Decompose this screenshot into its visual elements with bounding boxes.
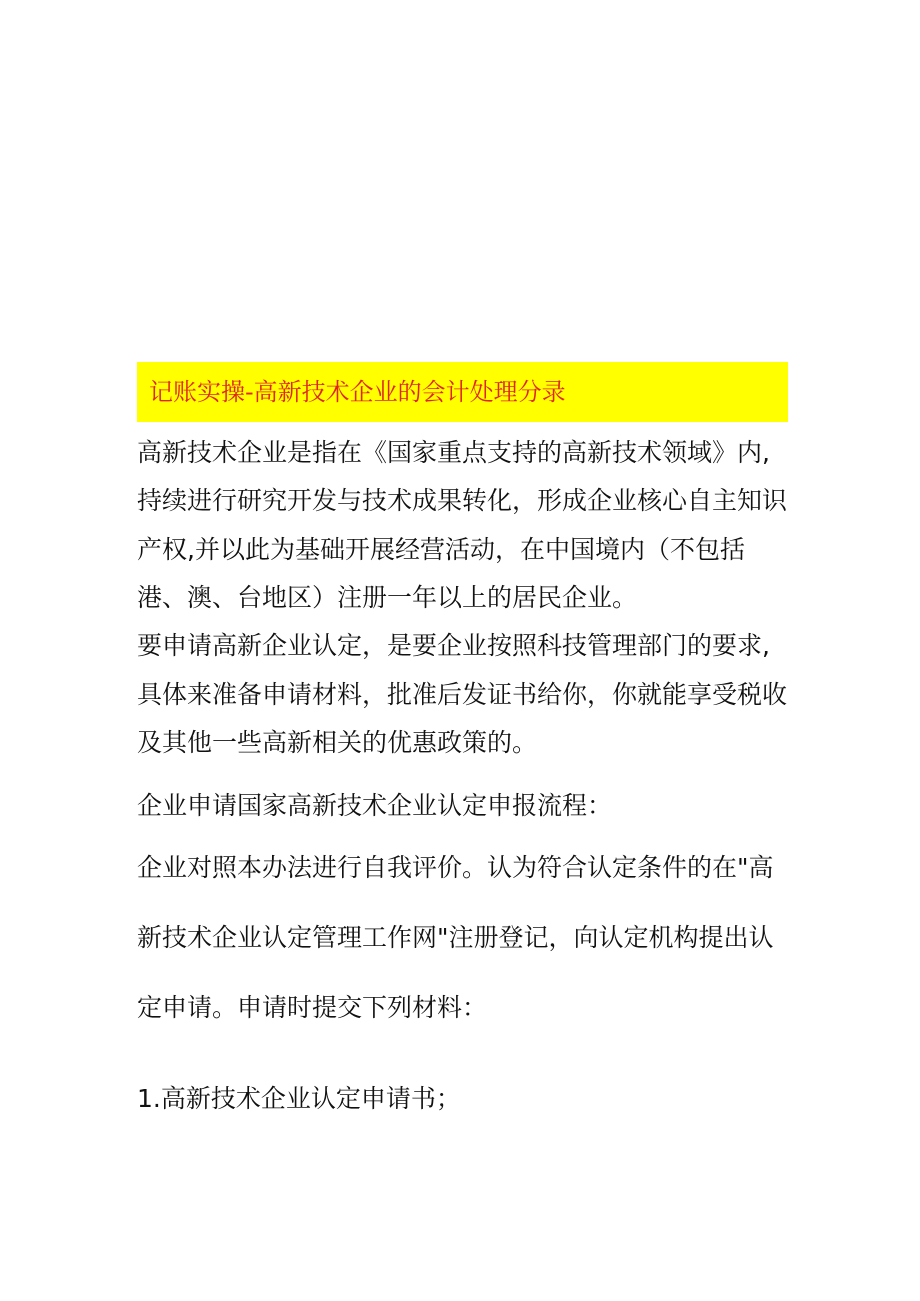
paragraph1-line-3: 产权,并以此为基础开展经营活动，在中国境内（不包括 [137,535,745,564]
process-line-1: 企业对照本办法进行自我评价。认为符合认定条件的在"高 [137,853,774,882]
paragraph2-line-1: 要申请高新企业认定，是要企业按照科技管理部门的要求, [137,631,770,660]
document-title: 记账实操-高新技术企业的会计处理分录 [149,378,566,406]
paragraph2-line-3: 及其他一些高新相关的优惠政策的。 [137,728,538,757]
paragraph1-line-4: 港、澳、台地区）注册一年以上的居民企业。 [137,583,638,612]
paragraph2-line-2: 具体来准备申请材料，批准后发证书给你，你就能享受税收 [137,680,788,709]
process-heading: 企业申请国家高新技术企业认定申报流程： [137,791,613,820]
process-line-2: 新技术企业认定管理工作网"注册登记，向认定机构提出认 [137,923,774,952]
paragraph1-line-2: 持续进行研究开发与技术成果转化，形成企业核心自主知识 [137,486,788,515]
title-banner [137,362,788,422]
process-line-3: 定申请。申请时提交下列材料： [137,993,488,1022]
material-item-1: 1.高新技术企业认定申请书； [137,1084,461,1113]
paragraph1-line-1: 高新技术企业是指在《国家重点支持的高新技术领域》内, [137,438,770,467]
